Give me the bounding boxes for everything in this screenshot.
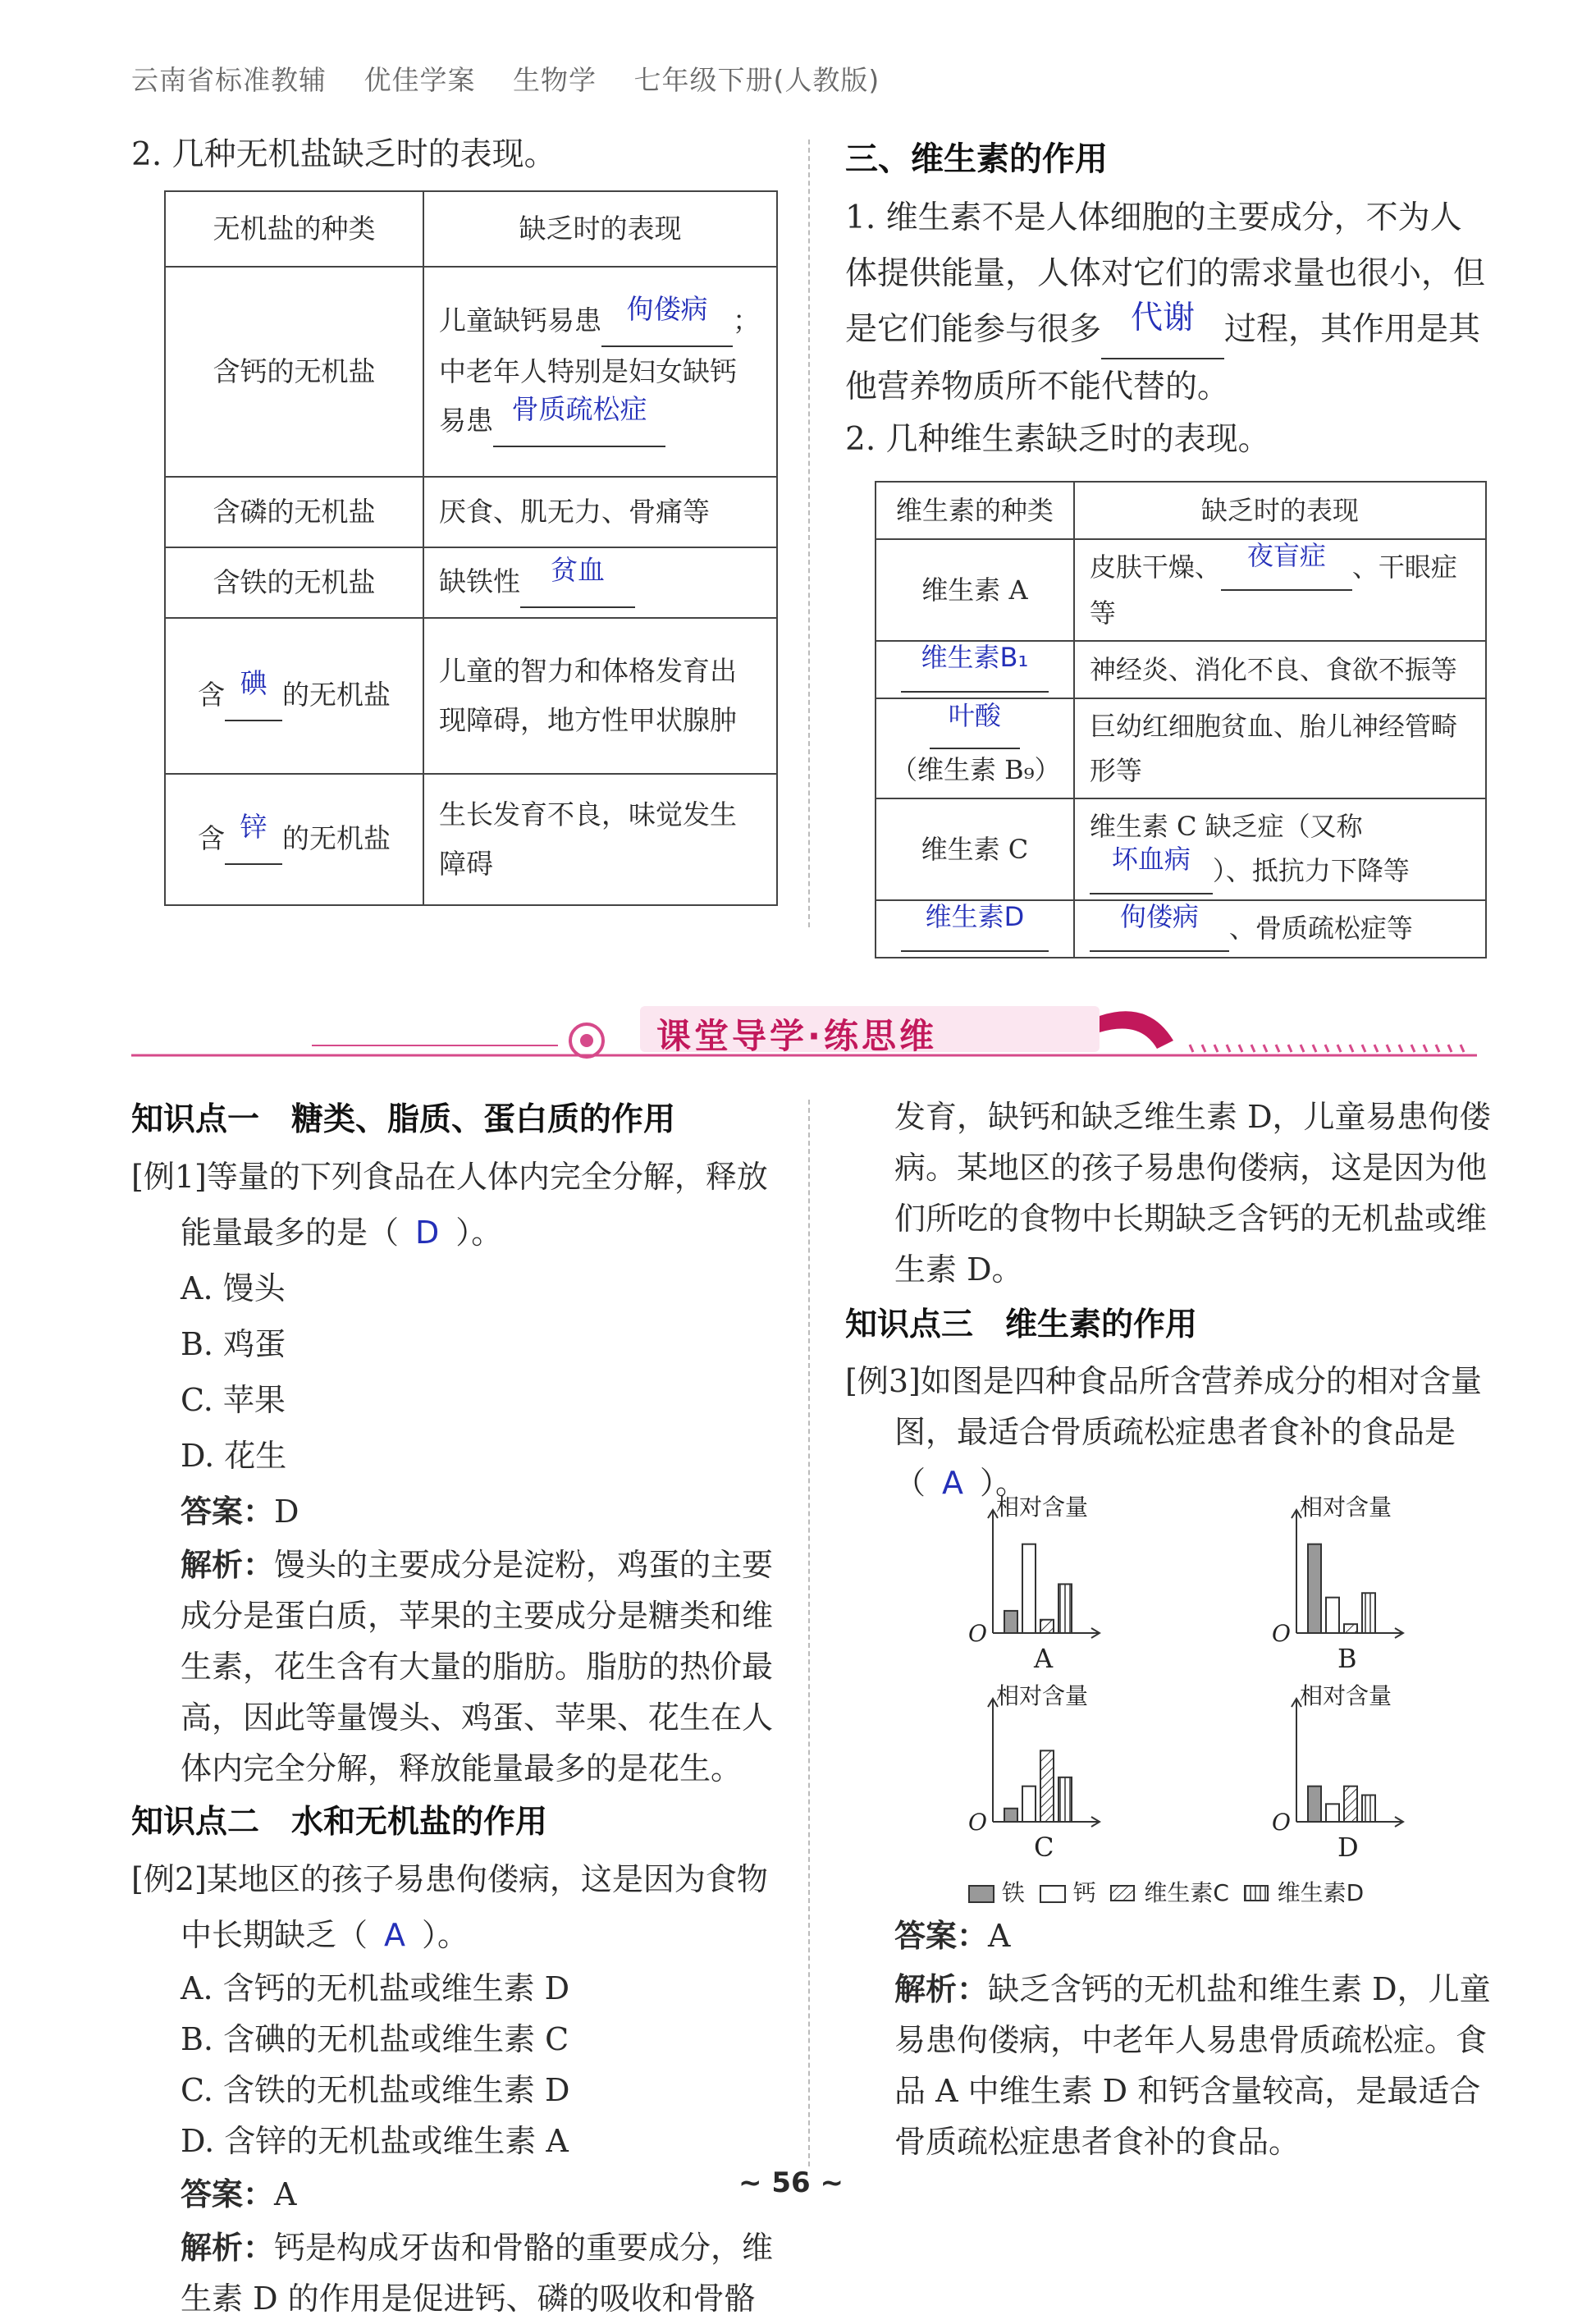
example-2-explanation-continued: 发育，缺钙和缺乏维生素 D，儿童易患佝偻病。某地区的孩子易患佝偻病，这是因为他们所吃的食物中长期缺乏含钙的无机盐或维生素 D。 (894, 1099, 1491, 1288)
table-header: 缺乏时的表现 (423, 191, 777, 267)
explanation-text: 缺乏含钙的无机盐和维生素 D，儿童易患佝偻病，中老年人易患骨质疏松症。食品 A 中维生素 D 和钙含量较高，是最适合骨质疏松症患者食补的食品。 (894, 1971, 1491, 2160)
vitamin-table-title: 2. 几种维生素缺乏时的表现。 (845, 421, 1270, 458)
example-1-answer (131, 1484, 780, 1539)
answer-text: 佝偻病 (1119, 901, 1199, 932)
answer-text: 贫血 (550, 554, 605, 586)
answer-blank (1090, 901, 1229, 952)
chart-bar (1040, 1620, 1054, 1633)
question-text: [例3]如图是四种食品所含营养成分的相对含量图，最适合骨质疏松症患者食补的食品是（ (845, 1363, 1482, 1501)
legend-swatch-vitamin-c (1110, 1885, 1136, 1903)
chart-bar (1022, 1786, 1036, 1822)
mineral-table (164, 190, 778, 906)
paragraph-text: 1. 维生素不是人体细胞的主要成分，不为人体提供能量，人体对它们的需求量也很小，但是它们能参与很多 (845, 199, 1486, 348)
answer-text: 维生素D (925, 901, 1025, 932)
chart-bar (1344, 1786, 1357, 1822)
cell-text: 的无机盐 (281, 822, 391, 854)
answer-blank (1101, 302, 1224, 359)
right-bottom-column (845, 1091, 1493, 1508)
option: B. 含碘的无机盐或维生素 C (181, 2021, 569, 2057)
example-3-answer (845, 1908, 1493, 1964)
table-cell: 生长发育不良，味觉发生障碍 (423, 774, 777, 905)
explanation-label: 解析： (181, 1547, 275, 1583)
answer-text: A (942, 1465, 964, 1501)
chart-y-label: 相对含量 (1300, 1494, 1392, 1521)
header-item: 生物学 (513, 64, 597, 96)
answer-blank (225, 667, 282, 721)
answer-label: 答案： (894, 1918, 989, 1954)
chart-y-label: 相对含量 (1300, 1682, 1392, 1709)
cell-text: 含 (197, 822, 225, 854)
legend-label: 铁 (1001, 1879, 1025, 1906)
vitamin-table (875, 481, 1487, 958)
banner-title: 课堂导学·练思维 (656, 1016, 937, 1056)
cell-text: 维生素 C 缺乏症（又称 (1089, 811, 1363, 842)
example-1-explanation (131, 1539, 780, 1794)
cell-text: ；中老年人特别是妇女缺钙易患 (438, 304, 760, 437)
answer-text: 坏血病 (1111, 844, 1191, 875)
vitamin-paragraph (845, 190, 1493, 415)
page-header (131, 59, 908, 98)
chart-bar (1326, 1598, 1339, 1633)
section-banner (131, 1000, 1477, 1065)
table-cell: 含磷的无机盐 (165, 477, 423, 547)
chart-panel-label: D (1337, 1832, 1359, 1863)
option: B. 鸡蛋 (181, 1326, 286, 1362)
chart-bar (1058, 1584, 1072, 1633)
example-2-explanation (131, 2222, 780, 2324)
chart-bar (1362, 1796, 1375, 1823)
question-text: ）。 (422, 1917, 469, 1953)
chart-bar (1308, 1786, 1321, 1822)
cell-text: 、骨质疏松症等 (1228, 913, 1413, 944)
chart-bar (1004, 1611, 1017, 1633)
knowledge-point-2: 知识点二 水和无机盐的作用 (131, 1804, 548, 1841)
answer-text: 碘 (240, 667, 267, 699)
table-cell (1074, 539, 1486, 641)
chart-bar (1004, 1809, 1017, 1822)
header-item: 优佳学案 (363, 64, 476, 96)
answer-text: 夜盲症 (1246, 540, 1326, 571)
question-text: [例1]等量的下列食品在人体内完全分解，释放能量最多的是（ (131, 1159, 768, 1251)
cell-text: （维生素 B₉） (891, 754, 1061, 785)
chart-panel-label: A (1034, 1643, 1054, 1674)
chart-bar (1040, 1750, 1054, 1822)
example-2 (131, 1851, 780, 1963)
chart-bar (1058, 1777, 1072, 1822)
chart-bar (1022, 1544, 1036, 1633)
knowledge-point-1: 知识点一 糖类、脂质、蛋白质的作用 (131, 1101, 676, 1138)
chart-bar (1344, 1624, 1357, 1633)
answer-value: D (274, 1494, 299, 1530)
answer-value: A (274, 2176, 297, 2212)
table-cell (876, 698, 1074, 798)
cell-text: 皮肤干燥、 (1089, 551, 1221, 583)
example-1 (131, 1149, 780, 1260)
column-divider (808, 140, 810, 927)
option: C. 苹果 (181, 1382, 286, 1418)
table-cell (423, 547, 777, 618)
example-3-explanation (845, 1964, 1493, 2167)
cell-text: ）、抵抗力下降等 (1212, 855, 1410, 886)
answer-text: D (415, 1215, 440, 1251)
question-text: [例2]某地区的孩子易患佝偻病，这是因为食物中长期缺乏（ (131, 1861, 768, 1953)
table-cell (876, 900, 1074, 958)
chart-bar (1362, 1593, 1375, 1633)
chart-origin-label: O (968, 1620, 987, 1647)
left-bottom-column (131, 1091, 780, 2324)
legend-label: 钙 (1072, 1879, 1096, 1906)
answer-label: 答案： (181, 1494, 275, 1530)
question-text: ）。 (980, 1465, 1027, 1501)
answer-text: A (384, 1917, 406, 1953)
mineral-table-title: 2. 几种无机盐缺乏时的表现。 (131, 136, 556, 173)
chart-origin-label: O (1272, 1620, 1291, 1647)
table-cell (1074, 900, 1486, 958)
cell-text: 的无机盐 (281, 679, 391, 711)
answer-text: 代谢 (1131, 300, 1196, 336)
explanation-text: 馒头的主要成分是淀粉，鸡蛋的主要成分是蛋白质，苹果的主要成分是糖类和维生素，花生含有大量的脂肪。脂肪的热价最高，因此等量馒头、鸡蛋、苹果、花生在人体内完全分解，释放能量最多的是花生。 (181, 1547, 774, 1786)
table-cell: 含铁的无机盐 (165, 547, 423, 618)
chart-origin-label: O (968, 1809, 987, 1836)
table-header: 缺乏时的表现 (1074, 482, 1486, 539)
table-cell (876, 641, 1074, 698)
legend-swatch-calcium (1040, 1885, 1066, 1903)
option: D. 花生 (181, 1438, 287, 1474)
table-cell (165, 774, 423, 905)
answer-text: 骨质疏松症 (511, 393, 647, 425)
table-cell: 神经炎、消化不良、食欲不振等 (1074, 641, 1486, 698)
chart-legend (968, 1875, 1364, 1908)
table-cell: 儿童的智力和体格发育出现障碍，地方性甲状腺肿 (423, 618, 777, 774)
answer-text: 维生素B₁ (921, 642, 1029, 673)
answer-label: 答案： (181, 2176, 275, 2212)
table-cell: 含钙的无机盐 (165, 267, 423, 477)
chart-y-label: 相对含量 (996, 1494, 1089, 1521)
option: A. 含钙的无机盐或维生素 D (181, 1970, 570, 2006)
knowledge-point-3: 知识点三 维生素的作用 (845, 1306, 1198, 1343)
legend-swatch-iron (968, 1885, 994, 1903)
table-cell (423, 267, 777, 477)
explanation-label: 解析： (181, 2230, 275, 2266)
header-item: 云南省标准教辅 (131, 64, 327, 96)
option: A. 馒头 (181, 1270, 286, 1306)
nutrient-chart (935, 1485, 1461, 1928)
chart-panel-label: B (1337, 1643, 1357, 1674)
section-title: 三、维生素的作用 (845, 140, 1108, 178)
table-cell: 厌食、肌无力、骨痛等 (423, 477, 777, 547)
answer-text: 叶酸 (948, 700, 1001, 731)
legend-label: 维生素D (1277, 1879, 1365, 1906)
table-header: 维生素的种类 (876, 482, 1074, 539)
legend-swatch-vitamin-d (1244, 1885, 1270, 1903)
table-cell: 巨幼红细胞贫血、胎儿神经管畸形等 (1074, 698, 1486, 798)
cell-text: 、干眼症等 (1089, 551, 1457, 629)
table-header: 无机盐的种类 (165, 191, 423, 267)
answer-blank (601, 293, 733, 347)
paragraph-text: 过程，其作用是其他营养物质所不能代替的。 (845, 311, 1481, 405)
cell-text: 儿童缺钙易患 (438, 304, 601, 336)
column-divider (808, 1100, 810, 2166)
chart-origin-label: O (1272, 1809, 1291, 1836)
example-3-solution (845, 1908, 1493, 2167)
table-cell (1074, 798, 1486, 900)
option: D. 含锌的无机盐或维生素 A (181, 2123, 569, 2159)
table-cell: 维生素 A (876, 539, 1074, 641)
explanation-label: 解析： (894, 1971, 989, 2007)
answer-blank (1090, 844, 1213, 894)
answer-value: A (988, 1918, 1011, 1954)
answer-blank (1221, 540, 1352, 591)
example-1-options (131, 1260, 780, 1484)
answer-blank (225, 811, 282, 865)
answer-blank (901, 901, 1049, 952)
answer-blank (493, 393, 665, 447)
legend-label: 维生素C (1144, 1879, 1229, 1906)
answer-blank (520, 554, 635, 608)
explanation-text: 钙是构成牙齿和骨骼的重要成分，维生素 D 的作用是促进钙、磷的吸收和骨骼 (181, 2230, 774, 2317)
question-text: ）。 (455, 1215, 503, 1251)
header-item: 七年级下册(人教版) (633, 64, 880, 96)
table-cell: 维生素 C (876, 798, 1074, 900)
table-cell (165, 618, 423, 774)
chart-panel-label: C (1034, 1832, 1054, 1863)
chart-y-label: 相对含量 (996, 1682, 1089, 1709)
answer-blank (901, 642, 1049, 693)
chart-bar (1326, 1804, 1339, 1822)
answer-text: 锌 (240, 811, 267, 843)
page-number: ~ 56 ~ (738, 2166, 844, 2199)
cell-text: 含 (197, 679, 225, 711)
option: C. 含铁的无机盐或维生素 D (181, 2072, 570, 2108)
answer-blank (930, 700, 1020, 749)
example-2-options (131, 1963, 780, 2166)
cell-text: 缺铁性 (438, 565, 520, 597)
chart-bar (1308, 1544, 1321, 1633)
answer-text: 佝偻病 (626, 293, 708, 325)
